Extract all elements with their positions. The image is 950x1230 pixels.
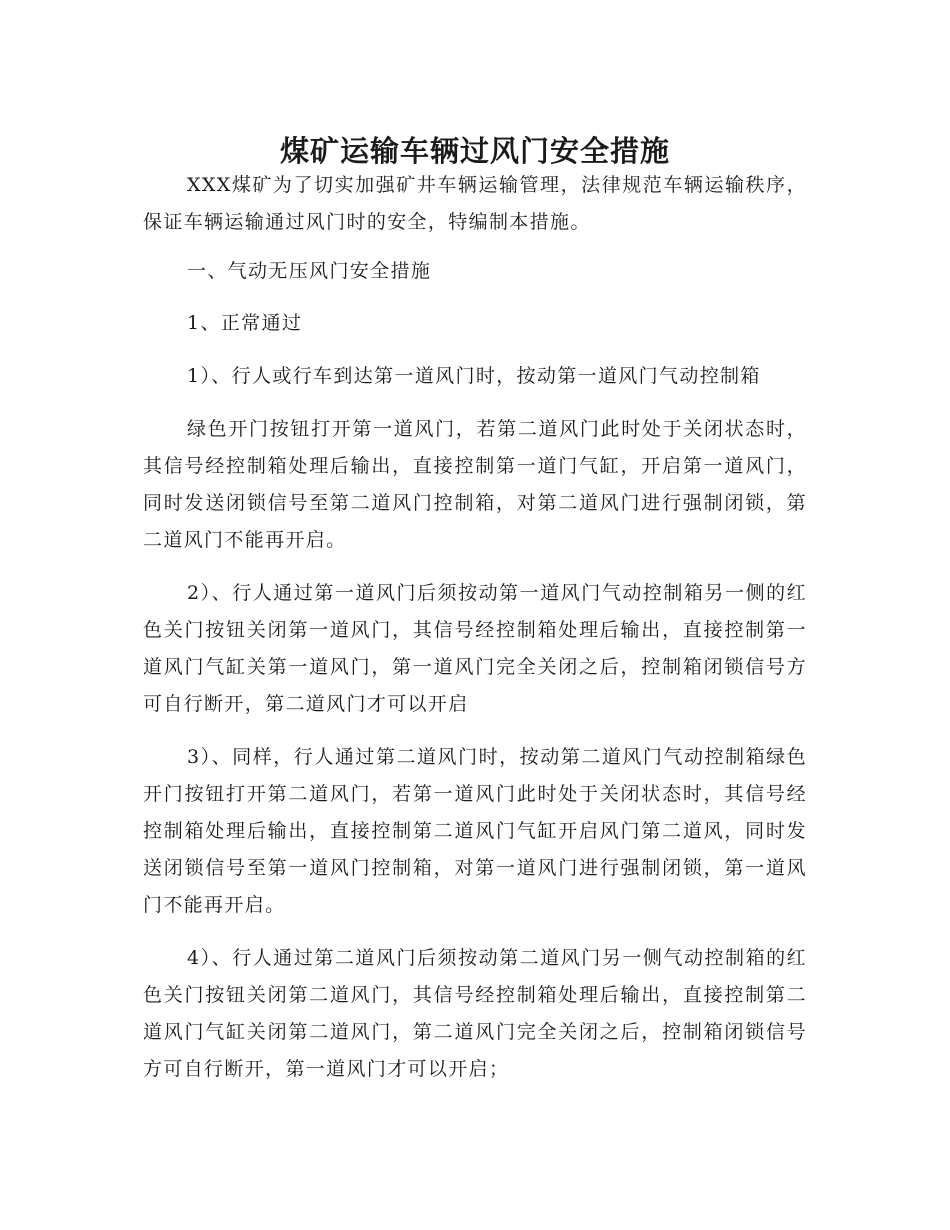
subsection-heading: 1、正常通过 [187,312,303,334]
section-heading: 一、气动无压风门安全措施 [187,260,432,282]
step-1-paragraph: 1）、行人或行车到达第一道风门时，按动第一道风门气动控制箱 [187,365,761,387]
step-2-paragraph: 2）、行人通过第一道风门后须按动第一道风门气动控制箱另一侧的红色关门按钮关闭第一道风门，其信号经控制箱处理后输出，直接控制第一道风门气缸关第一道风门，第一道风门完全关闭之后，控制箱闭锁信号方可自行断开，第二道风门才可以开启 [143,582,807,715]
step-4-paragraph: 4）、行人通过第二道风门后须按动第二道风门另一侧气动控制箱的红色关门按钮关闭第二道风门，其信号经控制箱处理后输出，直接控制第二道风门气缸关闭第二道风门，第二道风门完全关闭之后，控制箱闭锁信号方可自行断开，第一道风门才可以开启； [143,947,807,1080]
step-1-detail-paragraph: 绿色开门按钮打开第一道风门，若第二道风门此时处于关闭状态时，其信号经控制箱处理后输出，直接控制第一道门气缸，开启第一道风门，同时发送闭锁信号至第二道风门控制箱，对第二道风门进行强制闭锁，第二道风门不能再开启。 [143,418,807,551]
intro-paragraph: XXX煤矿为了切实加强矿井车辆运输管理，法律规范车辆运输秩序，保证车辆运输通过风门时的安全，特编制本措施。 [143,174,807,233]
step-3-paragraph: 3）、同样，行人通过第二道风门时，按动第二道风门气动控制箱绿色开门按钮打开第二道风门，若第一道风门此时处于关闭状态时，其信号经控制箱处理后输出，直接控制第二道风门气缸开启风门第二道风，同时发送闭锁信号至第一道风门控制箱，对第一道风门进行强制闭锁，第一道风门不能再开启。 [143,746,807,916]
document-title: 煤矿运输车辆过风门安全措施 [279,134,670,169]
